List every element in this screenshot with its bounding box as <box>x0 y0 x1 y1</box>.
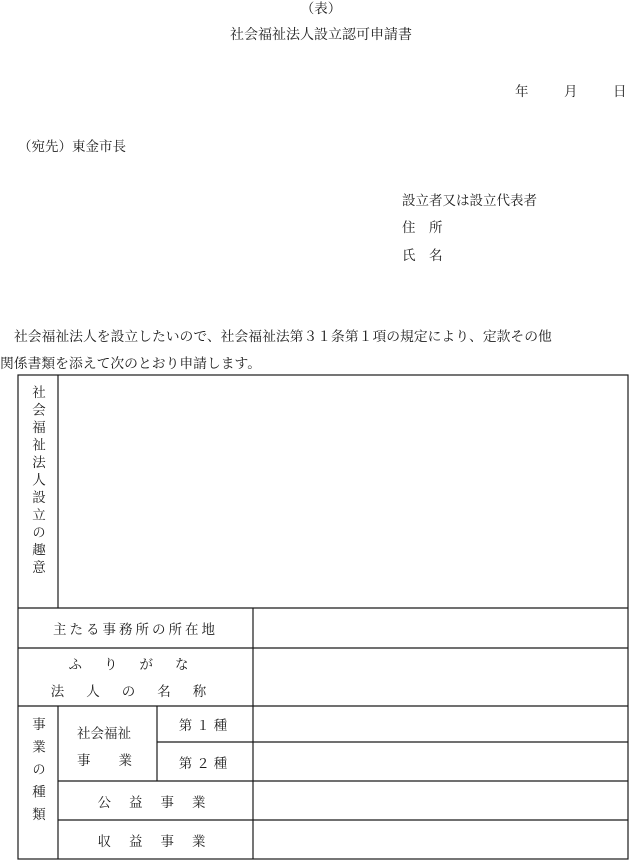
body-text-line-1: 社会福祉法人を設立したいので、社会福祉法第３１条第１項の規定により、定款その他 <box>14 329 552 345</box>
corporation-name-label: 法人の名称 <box>50 684 229 700</box>
date-month-label: 月 <box>564 84 578 100</box>
public-benefit-label: 公益事業 <box>97 794 224 811</box>
applicant-role: 設立者又は設立代表者 <box>402 193 537 209</box>
type-1-field[interactable] <box>255 708 626 740</box>
form-title: 社会福祉法人設立認可申請書 <box>230 27 412 43</box>
social-welfare-business-label: 事業 <box>77 753 160 769</box>
social-welfare-label: 社会福祉 <box>77 726 131 742</box>
purpose-label: 社会福祉法人設立の趣意 <box>29 385 45 578</box>
body-text-line-2: 関係書類を添えて次のとおり申請します。 <box>0 356 262 372</box>
purpose-input-area[interactable] <box>60 377 626 606</box>
public-benefit-field[interactable] <box>255 783 626 818</box>
business-type-label: 事業の種類 <box>29 717 45 830</box>
office-location-field[interactable] <box>255 610 626 646</box>
type-1-label: 第１種 <box>178 718 232 734</box>
corporation-name-field[interactable] <box>255 650 626 704</box>
profit-business-field[interactable] <box>255 822 626 857</box>
office-location-label: 主たる事務所の所在地 <box>53 622 218 638</box>
type-2-field[interactable] <box>255 744 626 779</box>
addressee: （宛先）東金市長 <box>18 139 126 155</box>
form-side-label: （表） <box>300 1 342 17</box>
applicant-address-label: 住 所 <box>402 220 443 236</box>
applicant-name-label: 氏 名 <box>402 248 443 264</box>
date-day-label: 日 <box>613 84 627 100</box>
date-year-label: 年 <box>515 84 529 100</box>
furigana-label: ふりがな <box>68 657 211 673</box>
type-2-label: 第２種 <box>178 755 232 772</box>
profit-business-label: 収益事業 <box>97 833 224 850</box>
